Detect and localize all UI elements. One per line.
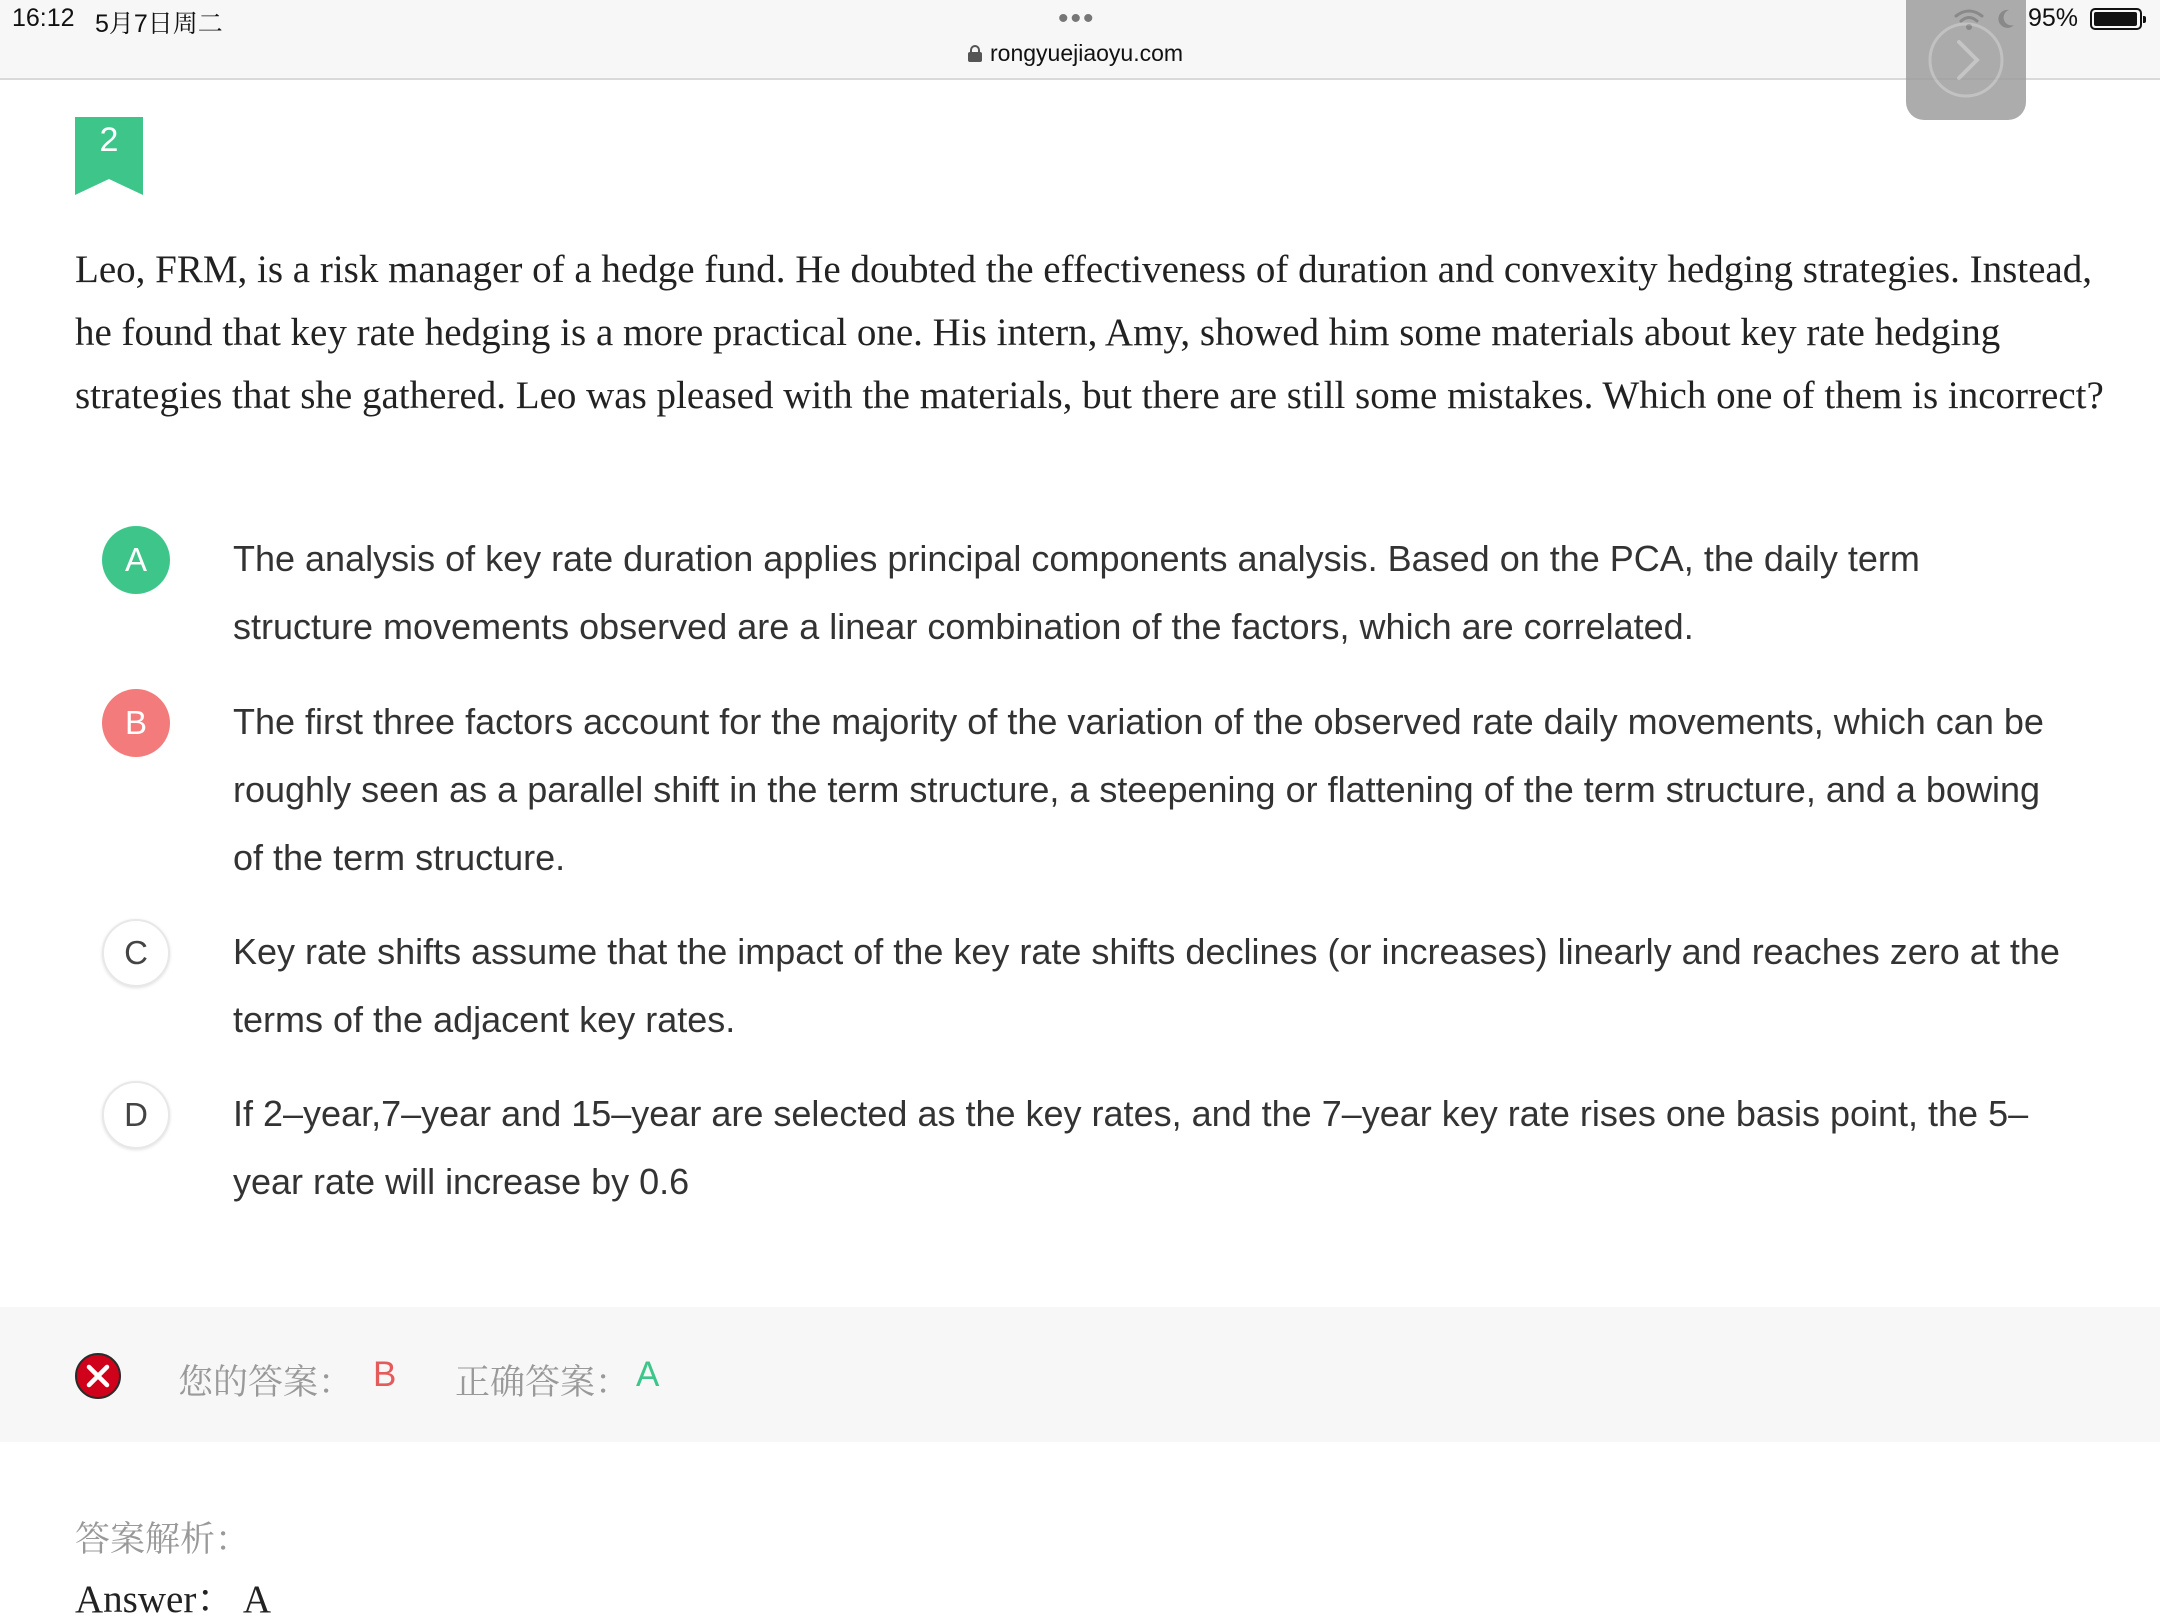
lock-icon [968,45,982,62]
status-bar [0,0,2160,80]
wrong-answer-icon [74,1352,122,1400]
option-a-letter: A [102,526,170,594]
option-c-letter: C [102,919,170,987]
answer-result-bar [0,1307,2160,1442]
question-text: Leo, FRM, is a risk manager of a hedge fund. He doubted the effectiveness of duration and convexity hedging strategies. Instead, he found that key rate hedging is a more practical one. His intern, Amy, showed him some materials about key rate hedging strategies that she gathered. Leo was pleased with the materials, but there are still some mistakes. Which one of them is incorrect? [75,248,2104,417]
next-question-button[interactable] [1906,0,2026,120]
option-b-text: The first three factors account for the majority of the variation of the observed rate daily movements, which can be roughly seen as a parallel shift in the term structure, a steepening or flattening of the term structure, and a bowing of the term structure. [233,701,2044,878]
status-date: 5月7日周二 [95,10,223,38]
your-answer-value: B [373,1355,397,1394]
option-c-text: Key rate shifts assume that the impact of the key rate shifts declines (or increases) linearly and reaches zero at the terms of the adjacent key rates. [233,931,2060,1040]
option-b[interactable] [102,688,2062,892]
your-answer-label: 您的答案： [178,1363,354,1402]
option-d-text: If 2–year,7–year and 15–year are selected as the key rates, and the 7–year key rate rises one basis point, the 5–year rate will increase by 0.6 [233,1093,2029,1202]
option-b-letter: B [102,689,170,757]
question-number: 2 [99,121,119,159]
address-bar[interactable] [968,40,1183,67]
option-a[interactable] [102,525,2062,661]
status-time: 16:12 [12,4,75,32]
correct-answer-value: A [636,1355,660,1394]
correct-answer-label: 正确答案： [455,1363,631,1402]
option-d[interactable] [102,1080,2062,1216]
url-text: rongyuejiaoyu.com [990,40,1184,66]
more-options-icon[interactable]: ••• [1058,2,1096,35]
analysis-label: 答案解析： [75,1520,251,1559]
analysis-answer: Answer： A [75,1578,272,1621]
chevron-right-icon [1926,20,2006,100]
option-d-letter: D [102,1081,170,1149]
option-c[interactable] [102,918,2062,1054]
battery-icon [2090,8,2142,30]
question-number-badge [75,117,143,195]
option-a-text: The analysis of key rate duration applies principal components analysis. Based on the PCA, the daily term structure movements observed are a linear combination of the factors, which are correlated. [233,538,1920,647]
battery-percent: 95% [2027,4,2078,32]
